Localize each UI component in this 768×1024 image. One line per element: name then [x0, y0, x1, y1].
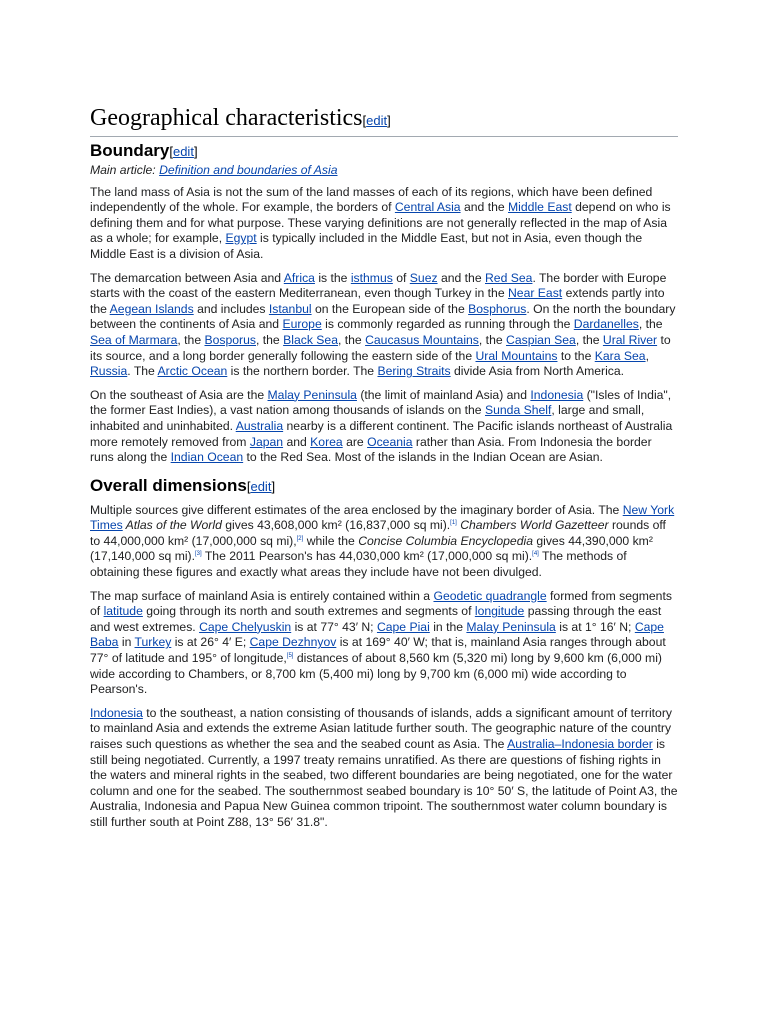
text-run: The methods of obtaining these figures and exactly what areas they include have not been divulged.: [90, 549, 627, 580]
text-run: going through its north and south extremes and segments of: [142, 604, 475, 619]
paragraph: [90, 589, 678, 698]
inline-link[interactable]: Middle East: [508, 200, 572, 215]
text-run: nearby is a different continent. The Pacific islands northeast of Australia more remotely removed from: [90, 418, 673, 449]
inline-link[interactable]: Bering Straits: [377, 364, 451, 379]
inline-link[interactable]: Arctic Ocean: [157, 364, 228, 379]
inline-link[interactable]: Oceania: [367, 434, 413, 449]
text-run: distances of about 8,560 km (5,320 mi) long by 9,600 km (6,000 mi) wide according to Chambers, or 8,700 km (5,400 mi) long by 9,700 km (6,000 mi) wide according to Pearson's.: [90, 651, 662, 697]
text-run: Multiple sources give different estimates of the area enclosed by the imaginary border of Asia. The: [90, 502, 623, 517]
text-run: is at 1° 16′ N;: [555, 619, 635, 634]
inline-link[interactable]: Europe: [282, 317, 322, 332]
inline-link[interactable]: Indonesia: [530, 387, 584, 402]
edit-section-link: [edit]: [246, 478, 276, 494]
text-run: in the: [429, 619, 467, 634]
heading-text: Geographical characteristics: [90, 105, 363, 131]
edit-section-link: [edit]: [169, 144, 198, 159]
inline-link[interactable]: Caspian Sea: [506, 332, 576, 347]
inline-link[interactable]: Malay Peninsula: [466, 619, 556, 634]
text-run: to the Red Sea. Most of the islands in the Indian Ocean are Asian.: [243, 450, 603, 465]
inline-link[interactable]: Suez: [409, 270, 438, 285]
text-run: in: [118, 635, 135, 650]
inline-link[interactable]: Bosphorus: [468, 301, 527, 316]
inline-link[interactable]: New York Times: [90, 502, 675, 533]
inline-link[interactable]: Bosporus: [204, 332, 256, 347]
text-run: formed from segments of: [90, 588, 672, 619]
text-run: On the southeast of Asia are the: [90, 387, 268, 402]
text-run: depend on who is defining them and for what purpose. These varying definitions are not generally reflected in the map of Asia as a whole; for example,: [90, 200, 671, 246]
inline-link[interactable]: Indonesia: [90, 705, 143, 720]
text-run: . The: [127, 364, 158, 379]
inline-link[interactable]: Cape Chelyuskin: [199, 619, 292, 634]
inline-link[interactable]: Korea: [310, 434, 343, 449]
text-run: is commonly regarded as running through the: [321, 317, 574, 332]
text-run: . On the north the boundary between the continents of Asia and: [90, 301, 676, 332]
text-run: , the: [256, 332, 284, 347]
text-run: on the European side of the: [311, 301, 469, 316]
inline-link[interactable]: Sea of Marmara: [90, 332, 178, 347]
heading-text: Overall dimensions: [90, 475, 247, 495]
text-run: and: [283, 434, 311, 449]
citation-link[interactable]: [4]: [532, 551, 539, 558]
text-run: to its source, and a long border generally following the eastern side of the: [90, 332, 671, 363]
text-run: rounds off to 44,000,000 km² (17,000,000 sq mi),: [90, 518, 666, 548]
inline-link[interactable]: Turkey: [134, 635, 172, 650]
article-content: [90, 104, 678, 839]
text-run: extends partly into the: [90, 286, 665, 316]
edit-link[interactable]: edit: [172, 144, 194, 159]
citation-link[interactable]: [5]: [286, 652, 294, 659]
paragraph: [90, 388, 678, 466]
inline-link[interactable]: Geodetic quadrangle: [433, 588, 547, 603]
inline-link[interactable]: Dardanelles: [573, 317, 639, 332]
inline-link[interactable]: Near East: [508, 286, 563, 301]
inline-link[interactable]: Ural River: [602, 332, 658, 347]
inline-link[interactable]: latitude: [103, 604, 143, 619]
inline-link[interactable]: Australia: [235, 418, 284, 433]
paragraph: [90, 271, 678, 380]
text-run: ("Isles of India", the former East Indies), a vast nation among thousands of islands on the: [90, 387, 672, 418]
text-run: to the: [557, 348, 595, 363]
inline-link[interactable]: Russia: [90, 364, 128, 379]
text-run: ,: [645, 348, 649, 363]
section-heading-geographical-characteristics: [90, 104, 678, 137]
text-run: is the: [314, 270, 351, 285]
subsection-heading-overall-dimensions: [90, 476, 678, 497]
text-run: The demarcation between Asia and: [90, 270, 284, 285]
paragraph: [90, 503, 678, 581]
main-article-link[interactable]: Definition and boundaries of Asia: [159, 163, 338, 177]
inline-link[interactable]: Malay Peninsula: [267, 387, 357, 402]
inline-link[interactable]: Egypt: [225, 231, 257, 246]
inline-link[interactable]: Red Sea: [485, 270, 533, 285]
italic-title: Chambers World Gazetteer: [456, 518, 609, 533]
text-run: while the: [303, 533, 359, 548]
text-run: is still being negotiated. Currently, a 1997 treaty remains unratified. As there are questions of fishing rights in the waters and mineral rights in the seabed, two different boundaries are being negotiated, one for the water column and one for the seabed. The southernmost seabed boundary is 10° 50′ S, the latitude of Point A3, the Australia, Indonesia and Papua New Guinea common tripoint. The southernmost water column boundary is still further south at Point Z88, 13° 56′ 31.8".: [90, 737, 678, 829]
paragraph: [90, 185, 678, 263]
text-run: , the: [575, 332, 603, 347]
text-run: (the limit of mainland Asia) and: [356, 387, 531, 402]
inline-link[interactable]: Japan: [249, 434, 284, 449]
inline-link[interactable]: Ural Mountains: [475, 348, 558, 363]
main-article-note: Main article: Definition and boundaries of Asia: [90, 163, 338, 177]
italic-title: Atlas of the World: [122, 518, 222, 533]
subsection-heading-boundary: [90, 141, 678, 162]
inline-link[interactable]: Kara Sea: [594, 348, 646, 363]
edit-link[interactable]: edit: [250, 478, 272, 494]
text-run: , the: [478, 332, 507, 347]
inline-link[interactable]: Istanbul: [268, 301, 312, 316]
text-run: passing through the east and west extremes.: [90, 604, 662, 634]
inline-link[interactable]: longitude: [474, 604, 525, 619]
citation-link[interactable]: [2]: [296, 535, 304, 542]
heading-text: Boundary: [90, 141, 170, 160]
text-run: The 2011 Pearson's has 44,030,000 km² (17,000,000 sq mi).: [201, 549, 533, 564]
text-run: and the: [437, 270, 485, 285]
text-run: to the southeast, a nation consisting of thousands of islands, adds a significant amount of territory to mainland Asia and extends the extreme Asian latitude further south. The geographic nature of the country raises such questions as whether the sea and the seabed count as Asia. The: [90, 705, 672, 751]
text-run: is typically included in the Middle East, but not in Asia, even though the Middle East is a division of Asia.: [90, 231, 643, 261]
inline-link[interactable]: Indian Ocean: [170, 450, 244, 465]
inline-link[interactable]: Aegean Islands: [109, 301, 194, 316]
inline-link[interactable]: Black Sea: [283, 332, 338, 347]
text-run: , large and small, inhabited and uninhabited.: [90, 403, 645, 433]
inline-link[interactable]: Sunda Shelf: [484, 403, 552, 418]
text-run: of: [392, 270, 410, 285]
text-run: and the: [460, 200, 509, 215]
text-run: are: [342, 434, 368, 449]
citation-link[interactable]: [1]: [450, 520, 457, 527]
text-run: rather than Asia. From Indonesia the border runs along the: [90, 434, 652, 465]
inline-link[interactable]: Cape Baba: [90, 619, 664, 650]
text-run: and includes: [193, 301, 269, 316]
text-run: gives 43,608,000 km² (16,837,000 sq mi).: [221, 518, 451, 533]
text-run: The land mass of Asia is not the sum of the land masses of each of its regions, which have been defined independently of the whole. For example, the borders of: [90, 184, 653, 215]
citation-link[interactable]: [3]: [195, 551, 202, 558]
text-run: is the northern border. The: [227, 364, 378, 379]
text-run: , the: [638, 317, 663, 332]
inline-link[interactable]: Cape Piai: [376, 619, 430, 634]
text-run: , the: [337, 332, 366, 347]
text-run: divide Asia from North America.: [450, 364, 625, 379]
text-run: , the: [177, 332, 205, 347]
text-run: The map surface of mainland Asia is entirely contained within a: [90, 588, 434, 603]
edit-section-link: [edit]: [362, 113, 391, 128]
inline-link[interactable]: Australia–Indonesia border: [507, 737, 653, 751]
edit-link[interactable]: edit: [366, 113, 388, 128]
paragraph: [90, 706, 678, 831]
inline-link[interactable]: isthmus: [350, 270, 393, 285]
inline-link[interactable]: Cape Dezhnyov: [249, 635, 337, 650]
italic-title: Concise Columbia Encyclopedia: [358, 533, 533, 548]
text-run: is at 26° 4′ E;: [171, 635, 250, 650]
text-run: is at 169° 40′ W; that is, mainland Asia ranges through about 77° of latitude and 195° of longitude,: [90, 635, 666, 666]
inline-link[interactable]: Central Asia: [394, 200, 461, 215]
text-run: . The border with Europe starts with the coast of the eastern Mediterranean, even though Turkey in the: [90, 270, 667, 301]
text-run: is at 77° 43′ N;: [291, 619, 377, 634]
text-run: gives 44,390,000 km² (17,140,000 sq mi).: [90, 533, 653, 564]
inline-link[interactable]: Caucasus Mountains: [365, 332, 479, 347]
inline-link[interactable]: Africa: [283, 270, 315, 285]
